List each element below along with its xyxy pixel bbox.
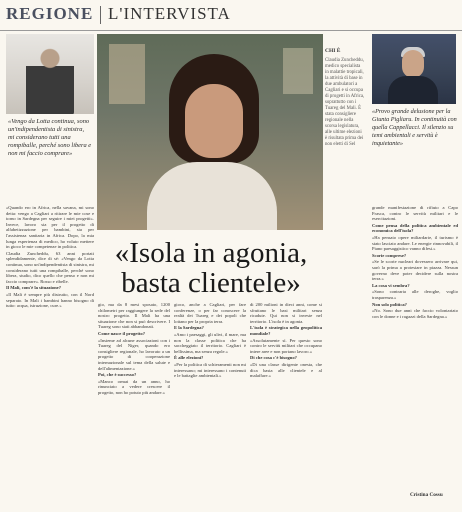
right-photo [372, 34, 456, 104]
col4-p0: di 200 milioni in dieci anni, come si sfruttano le basi militari senza ricadute. Qui non si investe nel territorio. L'isola è in agonia. [250, 302, 322, 324]
col5-question-4: Non solo politica? [372, 301, 407, 307]
article-author: Cristina Cossu [410, 492, 443, 498]
photo-caption: Claudia Zuncheddu, medico specialista in malattie tropicali, la attività di base in due ambulatori a Cagliari e si occupa di progetti in Africa, soprattutto con i Tuareg del Mali. È stata consigliere regionale nella scorsa legislatura, alle ultime elezioni è risultata prima dei non eletti di Sel [325, 58, 365, 147]
page-header [0, 0, 462, 31]
article-column-5 [372, 205, 458, 490]
col1-p1: Claudia Zuncheddu, 63 anni portati splendidamente, dice di sé: «Vengo da Lotta continua, sono un'indipendentista di sinistra, mi considerano tutti una rompiballe, perché sono libera, studio, dico quello che penso e non mi faccio comprare». Rosso e ribelle. [6, 250, 94, 284]
col3-question-1: E la Sardegna? [174, 325, 204, 331]
col1-p3: «Il Mali è sempre più distrutto, con il Nord separato. In Mali i bambini hanno bisogno di tutto: acqua, istruzione, cure.» [6, 291, 94, 309]
col5-question-3: La cosa vi sembra? [372, 282, 410, 288]
col5-p8: «No. Sono due anni che faccio volontariato con le donne e i ragazzi della Sardegna.» [372, 308, 458, 319]
col1-question: Il Mali, com'è la situazione? [6, 285, 61, 291]
article-column-3 [174, 302, 246, 507]
col3-p4: «Per la politica di schieramenti non mi interessano; mi interessano i contenuti e le battaglie ambientali.» [174, 361, 246, 379]
col4-p4: «Di una classe dirigente onesta, che dica basta alle clientele e al malaffare.» [250, 361, 322, 379]
col2-question-2: Poi, che è successo? [98, 372, 137, 378]
left-photo [6, 34, 94, 114]
article-column-2 [98, 302, 170, 507]
col3-p2: «Amo i paesaggi, gli ulivi, il mare, ma non la classe politica che ha saccheggiato il territorio. Cagliari è bellissima, ma senza regole.» [174, 331, 246, 354]
col5-question-1: Come pensa della politica ambientale ed economica dell'isola? [372, 222, 458, 234]
article-column-1 [6, 205, 94, 505]
col1-p0: «Quando ero in Africa, nella savana, mi sono detta: vengo a Cagliari a ritirare le mie cose e torno in Sardegna per seguire i miei progetti». Invece, lavoro sia per il progetto di alfabetizzazione per bambini, sia per l'assistenza sanitaria in Africa. Dopo, la mia lunga esperienza di medico, ho voluto mettere in gioco le mie competenze in politica. [6, 205, 94, 250]
col5-question-2: Scorie comprese? [372, 252, 407, 258]
col4-question-1: L'isola è strategica nella geopolitica mondiale? [250, 325, 322, 336]
col5-p2: «Ha pensato opere miliardarie, il turismo è stato lasciato andare. Le energie rinnovabili, il Piano paesaggistico vanno difesi.» [372, 234, 458, 252]
region-label: REGIONE [6, 4, 94, 23]
col3-question-2: È alle elezioni? [174, 355, 204, 361]
header-divider [100, 6, 101, 24]
col4-question-2: Di che cosa c'è bisogno? [250, 355, 297, 361]
col5-p6: «Sono contraria alle deroghe, voglio trasparenza.» [372, 289, 458, 300]
col2-p4: «Manco ormai da un anno, ho rinunciato a vedere crescere il progetto, non ho potuto più andare.» [98, 378, 170, 395]
col5-p4: «Se le scorie nucleari dovessero arrivare qui, sarò la prima a protestare in piazza. Nessun governo deve poter decidere sulla nostra terra.» [372, 259, 458, 282]
caption-label: CHI È [325, 48, 341, 54]
section-label: L'INTERVISTA [108, 4, 231, 23]
right-pull-quote: «Provo grande delusione per la Giunta Pigliaru. In continuità con quella Cappellacci. Il silenzio su temi ambientali e servitù è inquietante» [372, 108, 457, 147]
col2-question-1: Come nasce il progetto? [98, 330, 145, 336]
col2-p0: gio, ma da 8 mesi sposato, 1200 chilometri per raggiungere la sede del nostro progetto. Il Mali ha una situazione che non si può descrivere. I Tuareg sono stati abbandonati. [98, 302, 170, 330]
col2-p2: «Insieme ad alcune associazioni con i Tuareg del Niger, quando ero consigliere regionale, ho lavorato a un progetto di cooperazione internazionale sul tema della salute e dell'alimentazione.» [98, 337, 170, 371]
article-column-4 [250, 302, 322, 507]
col3-p0: gioco, anche a Cagliari, per fare conferenze, o per far conoscere la realtà dei Tuareg e dei popoli che lottano per la propria terra. [174, 302, 246, 324]
main-portrait-photo [97, 34, 323, 230]
headline: «Isola in agonia, basta clientele» [114, 237, 308, 299]
col5-p0: grande manifestazione di rifiuto a Capo Frasca, contro le servitù militari e le esercitazioni. [372, 205, 458, 222]
col4-p2: «Assolutamente sì. Per questo sono contro le servitù militari che occupano intere aree e non portano lavoro.» [250, 337, 322, 354]
left-pull-quote: «Vengo da Lotta continua, sono un'indipendentista di sinistra, mi considerano tutti una rompiballe, perché sono libera e non mi faccio comprare» [8, 118, 92, 157]
